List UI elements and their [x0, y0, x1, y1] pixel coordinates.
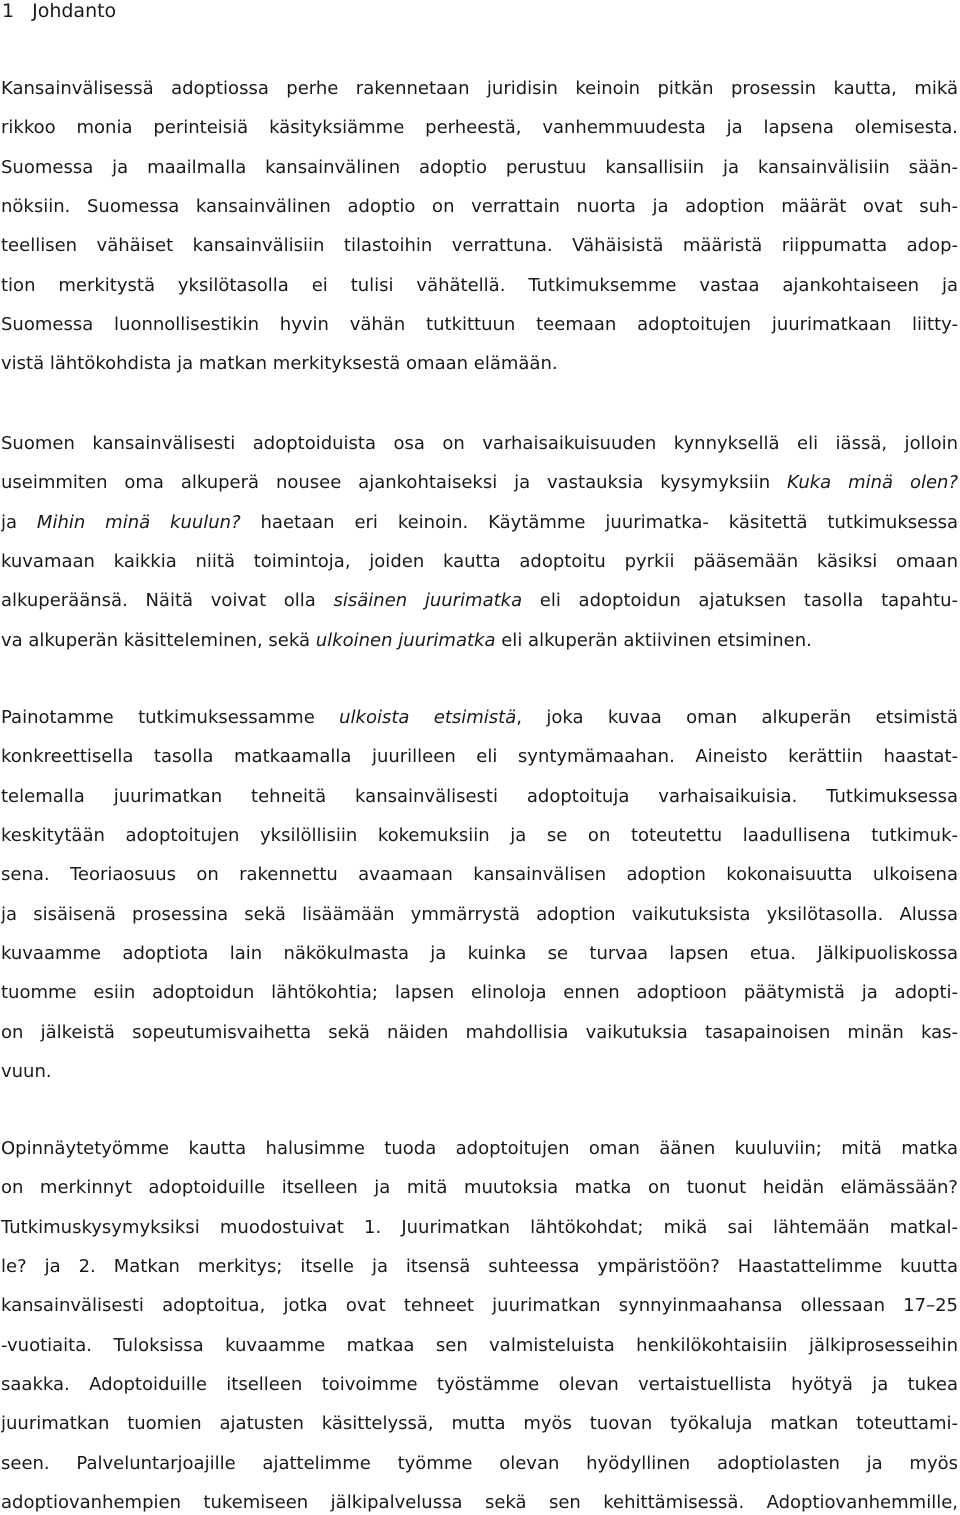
text-run: , joka kuvaa oman alkuperän etsimistä — [516, 707, 958, 728]
text-line — [1, 511, 958, 535]
text-line — [1, 903, 958, 927]
text-line — [1, 274, 958, 298]
text-run: rikkoo monia perinteisiä käsityksiämme perheestä, vanhemmuudesta ja lapsena olemisesta. — [1, 117, 958, 139]
text-run: Tutkimuskysymyksiksi muodostuivat 1. Juurimatkan lähtökohdat; mikä sai lähtemään matkal- — [1, 1216, 958, 1238]
text-run: ja — [1, 511, 37, 533]
text-run: Opinnäytetyömme kautta halusimme tuoda adoptoitujen oman äänen kuuluviin; mitä matka — [1, 1138, 958, 1159]
text-run: juurimatkan tuomien ajatusten käsittelyssä, mutta myös tuovan työkaluja matkan toteuttami- — [1, 1413, 958, 1435]
text-run: tion merkitystä yksilötasolla ei tulisi vähätellä. Tutkimuksemme vastaa ajankohtaiseen ja — [1, 274, 958, 296]
text-line — [1, 234, 958, 258]
text-run: teellisen vähäiset kansainvälisiin tilastoihin verrattuna. Vähäisistä määristä riippumatta adop- — [1, 235, 958, 257]
text-run: eli adoptoidun ajatuksen tasolla tapahtu- — [522, 590, 958, 612]
text-line — [1, 1412, 958, 1436]
text-run: va alkuperän käsitteleminen, sekä — [1, 629, 316, 651]
text-run: useimmiten oma alkuperä nousee ajankohtaiseksi ja vastauksia kysymyksiin — [1, 472, 788, 494]
text-line — [1, 1137, 958, 1161]
italic-term: sisäinen juurimatka — [333, 590, 523, 612]
text-line — [1, 1334, 958, 1358]
text-line — [1, 352, 958, 376]
text-run: Suomessa luonnollisestikin hyvin vähän tutkittuun teemaan adoptoitujen juurimatkaan liitty- — [1, 314, 958, 336]
text-line — [1, 1491, 958, 1515]
section-number: 1 — [2, 0, 15, 22]
text-run: saakka. Adoptoiduille itselleen toivoimme työstämme olevan vertaistuellista hyötyä ja tukea — [1, 1374, 958, 1396]
text-line — [1, 1255, 958, 1279]
text-run: keskitytään adoptoitujen yksilöllisiin kokemuksiin ja se on toteutettu laadullisena tutkimuk- — [1, 825, 958, 847]
italic-term: Mihin minä kuulun? — [36, 511, 241, 533]
text-line — [1, 471, 958, 495]
text-line — [1, 785, 958, 809]
text-run: ja sisäisenä prosessina sekä lisäämään ymmärrystä adoption vaikutuksista yksilötasolla. Alussa — [1, 903, 958, 925]
text-line — [1, 1216, 958, 1240]
text-run: telemalla juurimatkan tehneitä kansainvälisesti adoptoituja varhaisaikuisia. Tutkimuksessa — [1, 785, 958, 807]
section-title: Johdanto — [32, 0, 117, 22]
text-run: le? ja 2. Matkan merkitys; itselle ja itsensä suhteessa ympäristöön? Haastattelimme kuutta — [1, 1256, 958, 1278]
text-run: Kansainvälisessä adoptiossa perhe rakennetaan juridisin keinoin pitkän prosessin kautta, mikä — [1, 78, 958, 99]
italic-term: Kuka minä olen? — [787, 472, 958, 494]
italic-term: ulkoista etsimistä — [339, 707, 517, 728]
text-line — [1, 1176, 958, 1200]
text-run: Painotamme tutkimuksessamme — [1, 707, 340, 728]
text-line — [1, 706, 958, 730]
text-line — [1, 432, 958, 456]
text-line — [1, 863, 958, 887]
text-run: eli alkuperän aktiivinen etsiminen. — [495, 629, 812, 651]
section-heading — [2, 0, 116, 22]
text-run: Suomen kansainvälisesti adoptoiduista osa on varhaisaikuisuuden kynnyksellä eli iässä, jolloin — [1, 433, 958, 454]
text-line — [1, 589, 958, 613]
text-run: adoptiovanhempien tukemiseen jälkipalvelussa sekä sen kehittämisessä. Adoptiovanhemmille, — [1, 1492, 958, 1514]
text-run: on merkinnyt adoptoiduille itselleen ja mitä muutoksia matka on tuonut heidän elämässään? — [1, 1177, 958, 1199]
text-run: seen. Palveluntarjoajille ajattelimme työmme olevan hyödyllinen adoptiolasten ja myös — [1, 1452, 958, 1474]
text-line — [1, 77, 958, 101]
text-line — [1, 1294, 958, 1318]
text-run: vistä lähtökohdista ja matkan merkityksestä omaan elämään. — [1, 353, 558, 375]
text-run: Suomessa ja maailmalla kansainvälinen adoptio perustuu kansallisiin ja kansainvälisiin sään- — [1, 156, 958, 178]
text-run: sena. Teoriaosuus on rakennettu avaamaan kansainvälisen adoption kokonaisuutta ulkoisena — [1, 864, 958, 886]
text-line — [1, 1021, 958, 1045]
italic-term: ulkoinen juurimatka — [315, 629, 496, 651]
text-run: nöksiin. Suomessa kansainvälinen adoptio on verrattain nuorta ja adoption määrät ovat suh- — [1, 196, 958, 218]
text-line — [1, 313, 958, 337]
text-line — [1, 745, 958, 769]
text-run: konkreettisella tasolla matkaamalla juurilleen eli syntymämaahan. Aineisto kerättiin haastat- — [1, 746, 958, 768]
text-run: -vuotiaita. Tuloksissa kuvaamme matkaa sen valmisteluista henkilökohtaisiin jälkiprosesseihin — [1, 1334, 958, 1356]
text-run: kuvaamme adoptiota lain näkökulmasta ja kuinka se turvaa lapsen etua. Jälkipuoliskossa — [1, 943, 958, 965]
text-line — [1, 1373, 958, 1397]
text-line — [1, 195, 958, 219]
text-run: haetaan eri keinoin. Käytämme juurimatka- käsitettä tutkimuksessa — [240, 511, 958, 533]
text-run: kansainvälisesti adoptoitua, jotka ovat tehneet juurimatkan synnyinmaahansa ollessaan 17–25 — [1, 1295, 958, 1317]
text-run: kuvamaan kaikkia niitä toimintoja, joiden kautta adoptoitu pyrkii pääsemään käsiksi omaan — [1, 551, 958, 573]
text-line — [1, 156, 958, 180]
text-line — [1, 116, 958, 140]
text-run: on jälkeistä sopeutumisvaihetta sekä näiden mahdollisia vaikutuksia tasapainoisen minän kas- — [1, 1021, 958, 1043]
text-run: vuun. — [1, 1061, 52, 1083]
text-line — [1, 1060, 958, 1084]
text-run: alkuperäänsä. Näitä voivat olla — [1, 590, 334, 612]
text-line — [1, 550, 958, 574]
text-line — [1, 824, 958, 848]
text-run: tuomme esiin adoptoidun lähtökohtia; lapsen elinoloja ennen adoptioon päätymistä ja adopti- — [1, 982, 958, 1004]
text-line — [1, 981, 958, 1005]
text-line — [1, 942, 958, 966]
text-line — [1, 629, 958, 653]
text-line — [1, 1452, 958, 1476]
